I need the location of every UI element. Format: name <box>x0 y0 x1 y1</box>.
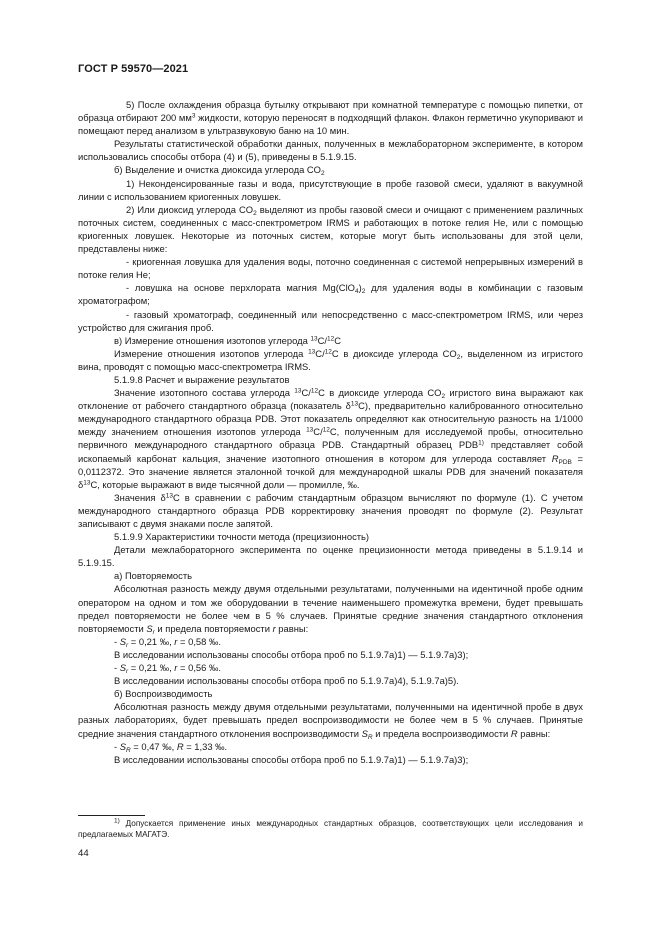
list-item-cryogenic-trap: - криогенная ловушка для удаления воды, поточно соединенная с системой непрерывных измерений в потоке гелия He; <box>78 256 583 281</box>
list-item-perchlorate-trap: - ловушка на основе перхлората магния $Mg(ClO_4)_2$ для удаления воды в комбинации с газовым хроматографом; <box>78 282 583 307</box>
list-item-gas-chromatograph: - газовый хроматограф, соединенный или непосредственно с масс-спектрометром IRMS, или через устройство для сжигания проб. <box>78 308 583 333</box>
repeatability-values-2: - $S_r = 0,21$ ‰, r = 0,56 ‰. <box>114 662 221 676</box>
section-reproducibility: б) Воспроизводимость <box>114 688 213 700</box>
section-co2-extraction: б) Выделение и очистка диоксида углерода $CO_2$ <box>114 164 325 178</box>
reproducibility-values: - $S_R = 0,47$ ‰, R = 1,33 ‰. <box>114 740 228 754</box>
repeatability-methods-2: В исследовании использованы способы отбора проб по 5.1.9.7а)4), 5.1.9.7а)5). <box>114 675 459 687</box>
footnote-reference: 1) <box>478 439 484 447</box>
paragraph-delta-values: Значения $\delta^{13}C$ в сравнении с рабочим стандартным образцом вычисляют по формуле (1). С учетом международного стандартного образца PDB корректировку значения проводят по формуле (2). Результат записывают с двумя знаками после запятой. <box>78 491 583 529</box>
paragraph-repeatability: Абсолютная разность между двумя отдельными результатами, полученными на идентичной пробе одним оператором на одном и том же оборудовании в течение наименьшего промежутка времени, будет превышать предел повторяемости не более чем в 5 % случаев. Принятые средние значения стандартного отклонения повторяемости $S_r$ и предела повторяемости r равны: <box>78 583 583 636</box>
page-number: 44 <box>78 848 89 859</box>
paragraph-item-2: 2) Или диоксид углерода $CO_2$ выделяют из пробы газовой смеси и очищают с применением различных поточных систем, соединенных с масс-спектрометром IRMS и работающих в потоке гелия He, или с помощью криогенных ловушек. Некоторые из поточных систем, которые могут быть использованы для этой цели, представлены ниже: <box>78 203 583 255</box>
document-body <box>78 98 583 766</box>
section-5-1-9-8: 5.1.9.8 Расчет и выражение результатов <box>114 373 290 385</box>
footnote <box>78 818 583 841</box>
paragraph-reproducibility: Абсолютная разность между двумя отдельными результатами, полученными на идентичной пробе в двух разных лабораториях, будет превышать предел воспроизводимости не более чем в 5 % случаев. Принятые средние значения стандартного отклонения воспроизводимости $S_R$ и предела воспроизводимости R равны: <box>78 701 583 741</box>
footnote-text: Допускается применение иных международных стандартных образцов, соответствующих цели исследования и предлагаемых МАГАТЭ. <box>78 819 583 840</box>
footnote-divider <box>78 815 145 816</box>
section-repeatability: а) Повторяемость <box>114 570 192 582</box>
document-header: ГОСТ Р 59570—2021 <box>78 63 189 75</box>
reproducibility-methods: В исследовании использованы способы отбора проб по 5.1.9.7а)1) — 5.1.9.7а)3); <box>114 753 469 765</box>
paragraph-statistics: Результаты статистической обработки данных, полученных в межлабораторном эксперименте, в котором использовались способы отбора (4) и (5), приведены в 5.1.9.15. <box>78 138 583 163</box>
paragraph-item-1: 1) Неконденсированные газы и вода, присутствующие в пробе газовой смеси, удаляют в вакуумной линии с использованием криогенных ловушек. <box>78 177 583 202</box>
footnote-mark: 1) <box>114 817 120 825</box>
section-isotope-measurement: в) Измерение отношения изотопов углерода $^{13}$C/$^{12}$C <box>114 334 342 346</box>
section-5-1-9-9: 5.1.9.9 Характеристики точности метода (прецизионность) <box>114 531 370 543</box>
paragraph-isotope-measurement: Измерение отношения изотопов углерода $^{13}$C/$^{12}$C в диоксиде углерода $CO_2$, выделенном из игристого вина, проводят с помощью масс-спектрометра IRMS. <box>78 347 583 372</box>
paragraph-sampling-5: 5) После охлаждения образца бутылку открывают при комнатной температуре с помощью пипетки, от образца отбирают 200 $мм^3$ жидкости, которую переносят в подходящий флакон. Флакон герметично укупоривают и помещают перед анализом в ультразвуковую баню на 10 мин. <box>78 99 584 137</box>
paragraph-precision-details: Детали межлабораторного эксперимента по оценке прецизионности метода приведены в 5.1.9.14 и 5.1.9.15. <box>78 544 583 569</box>
repeatability-values-1: - $S_r = 0,21$ ‰, r = 0,58 ‰. <box>114 635 221 649</box>
repeatability-methods-1: В исследовании использованы способы отбора проб по 5.1.9.7а)1) — 5.1.9.7а)3); <box>114 648 469 660</box>
paragraph-isotope-composition: Значение изотопного состава углерода $^{13}$C/$^{12}$C в диоксиде углерода $CO_2$ игристого вина выражают как отклонение от рабочего стандартного образца (показатель $\delta^{13}C$), предварительно калиброванного относительно международного стандартного образца PDB. Этот показатель определяют как относительную разность на 1/1000 между значением отношения изотопов углерода $^{13}$C/$^{12}$C, полученным для исследуемой пробы, относительно первичного международного стандартного образца PDB. Стандартный образец PDB$^{1)}$ представляет собой ископаемый карбонат кальция, значение изотопного отношения в котором для углерода составляет $R_{PDB} = 0,0112372$. Это значение является эталонной точкой для международной шкалы PDB для значений показателя $\delta^{13}C$, которые выражают в виде тысячной доли — промилле, ‰. <box>78 387 583 490</box>
